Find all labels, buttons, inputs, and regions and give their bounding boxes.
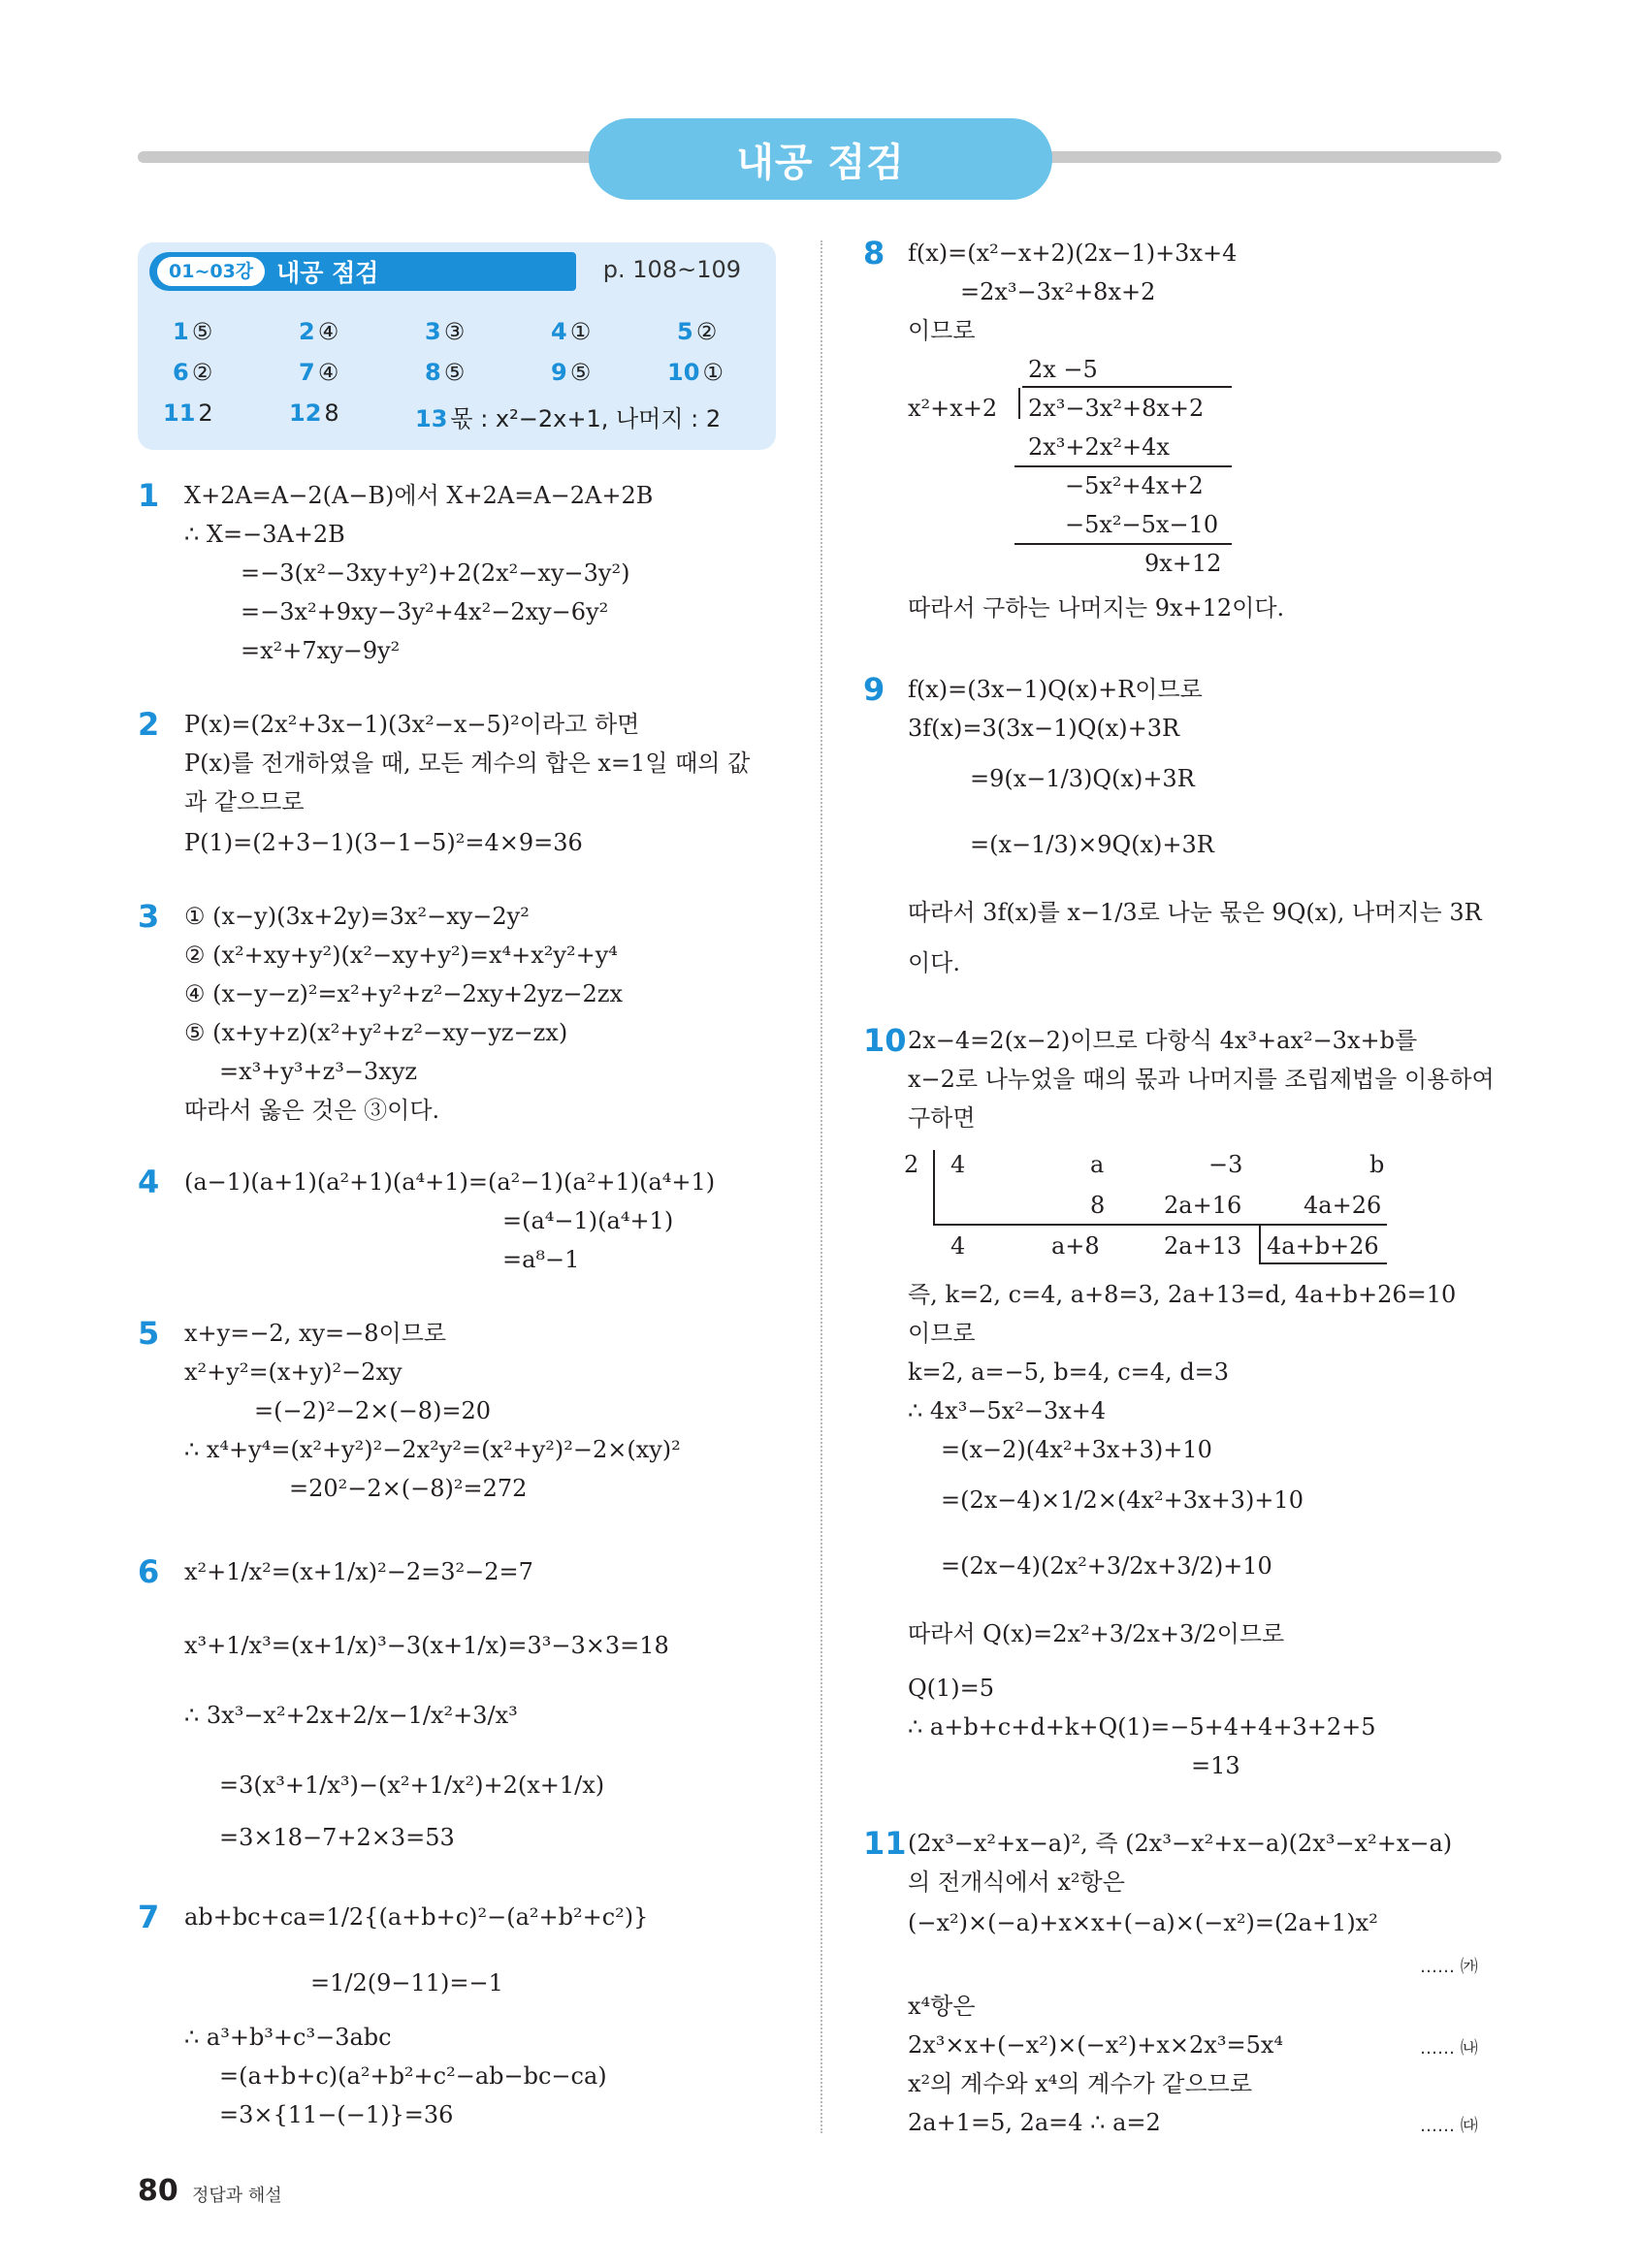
synthetic-remainder-box	[1259, 1224, 1261, 1262]
solution-line: X+2A=A−2(A−B)에서 X+2A=A−2A+2B	[184, 482, 654, 509]
answer-item: 13 몫 : x²−2x+1, 나머지 : 2	[415, 405, 722, 432]
equation-tag: …… ㈐	[1420, 2116, 1478, 2136]
solution-line: x²+y²=(x+y)²−2xy	[184, 1358, 402, 1386]
solution-line: =(2x−4)×1/2×(4x²+3x+3)+10	[941, 1486, 1304, 1514]
header-rule-left	[138, 151, 603, 163]
solution-line: ④ (x−y−z)²=x²+y²+z²−2xy+2yz−2zx	[184, 980, 623, 1007]
solution-line: x⁴항은	[908, 1993, 976, 2020]
synthetic-cell: a	[1090, 1151, 1105, 1178]
solution-line: x−2로 나누었을 때의 몫과 나머지를 조립제법을 이용하여	[908, 1066, 1495, 1093]
answer-item: 12 8	[289, 399, 339, 427]
answer-box-header	[149, 252, 576, 291]
solution-line: 이므로	[908, 1320, 976, 1347]
solution-line: 구하면	[908, 1104, 976, 1132]
solution-line: ∴ 3x³−x²+2x+2/x−1/x²+3/x³	[184, 1702, 518, 1729]
solution-line: 2x³×x+(−x²)×(−x²)+x×2x³=5x⁴	[908, 2031, 1283, 2059]
solution-line: =x³+y³+z³−3xyz	[219, 1058, 418, 1085]
answer-box-title: 내공 점검	[276, 259, 379, 287]
solution-line: =2x³−3x²+8x+2	[960, 278, 1156, 305]
solution-line: ⑤ (x+y+z)(x²+y²+z²−xy−yz−zx)	[184, 1019, 568, 1046]
division-step: −5x²+4x+2	[1065, 472, 1204, 499]
synthetic-cell: 4a+26	[1304, 1192, 1382, 1219]
solution-line: =3×{11−(−1)}=36	[219, 2101, 454, 2128]
synthetic-rule	[933, 1224, 1387, 1226]
problem-number: 6	[138, 1553, 160, 1590]
synthetic-cell: 8	[1090, 1192, 1106, 1219]
synthetic-cell: −3	[1208, 1151, 1243, 1178]
synthetic-cell: a+8	[1051, 1232, 1100, 1260]
division-step: −5x²−5x−10	[1065, 511, 1219, 538]
solution-line: P(x)를 전개하였을 때, 모든 계수의 합은 x=1일 때의 값	[184, 750, 751, 777]
answer-item: 1 ⑤	[173, 318, 213, 345]
solution-line: k=2, a=−5, b=4, c=4, d=3	[908, 1358, 1230, 1386]
solution-line: ∴ X=−3A+2B	[184, 521, 345, 548]
problem-number: 9	[863, 671, 885, 708]
solution-line: ② (x²+xy+y²)(x²−xy+y²)=x⁴+x²y²+y⁴	[184, 942, 618, 969]
problem-number: 4	[138, 1164, 160, 1200]
solution-line: Q(1)=5	[908, 1675, 995, 1702]
division-step: 2x³+2x²+4x	[1028, 433, 1170, 461]
answer-item: 9 ⑤	[551, 359, 592, 386]
solution-line: =(−2)²−2×(−8)=20	[254, 1397, 492, 1424]
solution-line: 이므로	[908, 317, 976, 344]
equation-tag: …… ㈎	[1420, 1957, 1478, 1977]
answer-item: 3 ③	[425, 318, 466, 345]
division-rule	[1014, 543, 1232, 545]
solution-line: =1/2(9−11)=−1	[310, 1969, 503, 1996]
solution-line: ① (x−y)(3x+2y)=3x²−xy−2y²	[184, 903, 530, 930]
problem-number: 7	[138, 1899, 160, 1935]
solution-line: 따라서 Q(x)=2x²+3/2x+3/2이므로	[908, 1620, 1285, 1647]
solution-line: =(x−1/3)×9Q(x)+3R	[970, 831, 1214, 858]
solution-line: f(x)=(x²−x+2)(2x−1)+3x+4	[908, 240, 1238, 267]
solution-line: P(x)=(2x²+3x−1)(3x²−x−5)²이라고 하면	[184, 711, 640, 738]
problem-number: 3	[138, 898, 160, 935]
division-bar	[1022, 386, 1232, 388]
solution-line: P(1)=(2+3−1)(3−1−5)²=4×9=36	[184, 829, 583, 856]
solution-line: (2x³−x²+x−a)², 즉 (2x³−x²+x−a)(2x³−x²+x−a)	[908, 1830, 1453, 1857]
solution-line: 즉, k=2, c=4, a+8=3, 2a+13=d, 4a+b+26=10	[908, 1281, 1457, 1308]
synthetic-cell: 4	[950, 1151, 966, 1178]
solution-line: =20²−2×(−8)²=272	[289, 1475, 528, 1502]
footer-label: 정답과 해설	[192, 2186, 282, 2206]
answer-box	[138, 242, 776, 450]
solution-line: 따라서 3f(x)를 x−1/3로 나눈 몫은 9Q(x), 나머지는 3R	[908, 899, 1482, 926]
answer-item: 5 ②	[677, 318, 718, 345]
problem-number: 11	[863, 1825, 907, 1862]
division-dividend: 2x³−3x²+8x+2	[1028, 395, 1205, 422]
solution-line: ab+bc+ca=1/2{(a+b+c)²−(a²+b²+c²)}	[184, 1903, 649, 1931]
equation-tag: …… ㈏	[1420, 2038, 1478, 2059]
synthetic-cell: 2a+13	[1164, 1232, 1242, 1260]
synthetic-remainder-box	[1259, 1262, 1387, 1264]
solution-line: =x²+7xy−9y²	[241, 637, 401, 664]
synthetic-cell: 2a+16	[1164, 1192, 1242, 1219]
problem-number: 10	[863, 1022, 907, 1059]
answer-item: 8 ⑤	[425, 359, 466, 386]
solution-line: f(x)=(3x−1)Q(x)+R이므로	[908, 676, 1203, 703]
division-bracket	[1018, 388, 1020, 419]
problem-number: 1	[138, 477, 160, 514]
problem-number: 8	[863, 235, 885, 272]
synthetic-cell: 4	[950, 1232, 966, 1260]
solution-line: =(a⁴−1)(a⁴+1)	[502, 1207, 674, 1234]
problem-number: 2	[138, 706, 160, 743]
solution-line: x+y=−2, xy=−8이므로	[184, 1320, 447, 1347]
solution-line: =13	[1191, 1752, 1240, 1779]
problem-number: 5	[138, 1315, 160, 1352]
solution-line: 이다.	[908, 949, 960, 976]
solution-line: =(a+b+c)(a²+b²+c²−ab−bc−ca)	[219, 2062, 607, 2090]
solution-line: x²+1/x²=(x+1/x)²−2=3²−2=7	[184, 1558, 533, 1585]
division-rule	[1014, 465, 1232, 467]
division-remainder: 9x+12	[1144, 550, 1222, 577]
synthetic-cell: b	[1369, 1151, 1385, 1178]
solution-line: ∴ a³+b³+c³−3abc	[184, 2024, 392, 2051]
solution-line: 2a+1=5, 2a=4 ∴ a=2	[908, 2109, 1161, 2136]
solution-line: =a⁸−1	[502, 1246, 580, 1273]
answer-item: 10 ①	[667, 359, 724, 386]
solution-line: ∴ x⁴+y⁴=(x²+y²)²−2x²y²=(x²+y²)²−2×(xy)²	[184, 1436, 681, 1463]
solution-line: 2x−4=2(x−2)이므로 다항식 4x³+ax²−3x+b를	[908, 1027, 1418, 1054]
solution-line: x³+1/x³=(x+1/x)³−3(x+1/x)=3³−3×3=18	[184, 1632, 669, 1659]
lesson-chip: 01~03강	[157, 257, 265, 286]
solution-line: =−3(x²−3xy+y²)+2(2x²−xy−3y²)	[241, 559, 630, 587]
column-divider	[821, 240, 822, 2133]
solution-line: (a−1)(a+1)(a²+1)(a⁴+1)=(a²−1)(a²+1)(a⁴+1)	[184, 1168, 716, 1196]
page-number: 80	[138, 2174, 178, 2208]
solution-line: =9(x−1/3)Q(x)+3R	[970, 765, 1195, 792]
solution-line: =3(x³+1/x³)−(x²+1/x²)+2(x+1/x)	[219, 1772, 605, 1799]
solution-line: ∴ 4x³−5x²−3x+4	[908, 1397, 1107, 1424]
solution-line: (−x²)×(−a)+x×x+(−a)×(−x²)=(2a+1)x²	[908, 1909, 1378, 1936]
division-divisor: x²+x+2	[908, 395, 998, 422]
solution-line: ∴ a+b+c+d+k+Q(1)=−5+4+4+3+2+5	[908, 1713, 1376, 1741]
answer-item: 11 2	[163, 399, 213, 427]
page-range: p. 108~109	[602, 256, 741, 283]
solution-line: 따라서 옳은 것은 ③이다.	[184, 1097, 440, 1124]
answer-item: 7 ④	[299, 359, 339, 386]
synthetic-vertical	[933, 1150, 935, 1224]
solution-line: 따라서 구하는 나머지는 9x+12이다.	[908, 594, 1285, 622]
answer-item: 6 ②	[173, 359, 213, 386]
synthetic-cell: 4a+b+26	[1267, 1232, 1379, 1260]
solution-line: x²의 계수와 x⁴의 계수가 같으므로	[908, 2070, 1253, 2097]
division-quotient: 2x −5	[1028, 356, 1098, 383]
solution-line: 3f(x)=3(3x−1)Q(x)+3R	[908, 715, 1180, 742]
header-rule-right	[1038, 151, 1501, 163]
page-title: 내공 점검	[589, 118, 1052, 200]
solution-line: =(x−2)(4x²+3x+3)+10	[941, 1436, 1212, 1463]
solution-line: 과 같으므로	[184, 788, 305, 815]
solution-line: =3×18−7+2×3=53	[219, 1824, 455, 1851]
solution-line: =(2x−4)(2x²+3/2x+3/2)+10	[941, 1552, 1272, 1580]
solution-line: 의 전개식에서 x²항은	[908, 1869, 1125, 1896]
answer-item: 2 ④	[299, 318, 339, 345]
synthetic-divisor: 2	[904, 1151, 919, 1178]
answer-item: 4 ①	[551, 318, 592, 345]
solution-line: =−3x²+9xy−3y²+4x²−2xy−6y²	[241, 598, 609, 625]
